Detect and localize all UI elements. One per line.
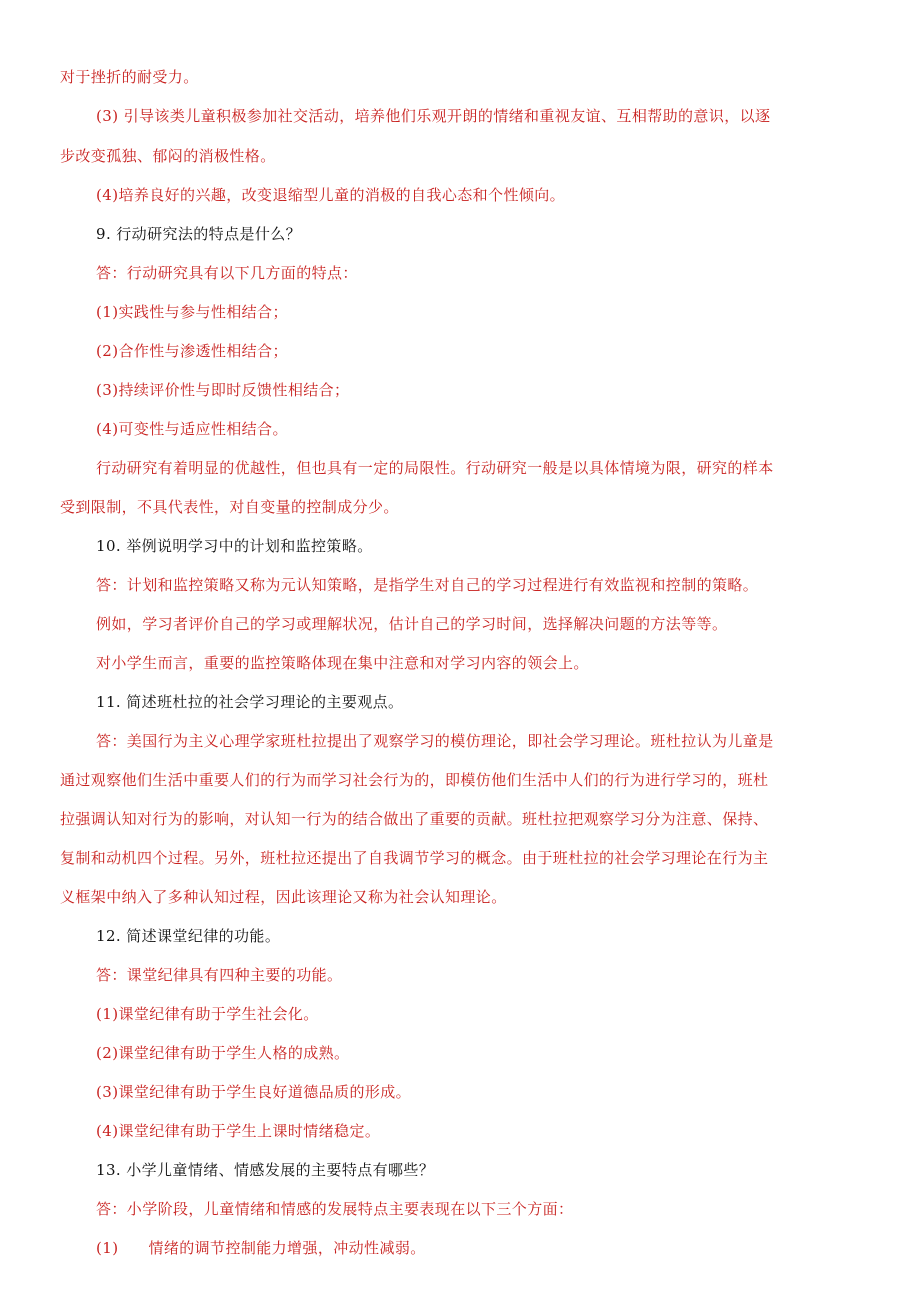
- answer-list-item: (1)实践性与参与性相结合；: [96, 303, 288, 321]
- paragraph-line: 通过观察他们生活中重要人们的行为而学习社会行为的，即模仿他们生活中人们的行为进行学习的，班杜: [60, 771, 769, 789]
- answer-list-item: (2)合作性与渗透性相结合；: [96, 342, 288, 360]
- answer-line: 答：美国行为主义心理学家班杜拉提出了观察学习的模仿理论，即社会学习理论。班杜拉认为儿童是: [96, 732, 774, 750]
- paragraph-line: 对于挫折的耐受力。: [60, 68, 199, 86]
- question-heading: 13. 小学儿童情绪、情感发展的主要特点有哪些？: [96, 1161, 435, 1179]
- paragraph-line: 义框架中纳入了多种认知过程，因此该理论又称为社会认知理论。: [60, 888, 507, 906]
- answer-list-item: [96, 1238, 426, 1258]
- list-number: (1): [96, 1239, 119, 1257]
- paragraph-line: 复制和动机四个过程。另外，班杜拉还提出了自我调节学习的概念。由于班杜拉的社会学习理论在行为主: [60, 849, 769, 867]
- answer-list-item: (3)课堂纪律有助于学生良好道德品质的形成。: [96, 1083, 412, 1101]
- answer-line: 例如，学习者评价自己的学习或理解状况，估计自己的学习时间，选择解决问题的方法等等。: [96, 615, 728, 633]
- answer-line: 答：小学阶段，儿童情绪和情感的发展特点主要表现在以下三个方面：: [96, 1200, 574, 1218]
- answer-line: 对小学生而言，重要的监控策略体现在集中注意和对学习内容的领会上。: [96, 654, 589, 672]
- answer-line: 答：计划和监控策略又称为元认知策略，是指学生对自己的学习过程进行有效监视和控制的策略。: [96, 576, 759, 594]
- answer-line: 答：行动研究具有以下几方面的特点：: [96, 264, 358, 282]
- paragraph-line: 步改变孤独、郁闷的消极性格。: [60, 147, 276, 165]
- question-heading: 10. 举例说明学习中的计划和监控策略。: [96, 537, 373, 555]
- paragraph-line: (3) 引导该类儿童积极参加社交活动，培养他们乐观开朗的情绪和重视友谊、互相帮助的意识，以逐: [96, 107, 771, 125]
- question-heading: 9. 行动研究法的特点是什么？: [96, 225, 302, 243]
- paragraph-line: (4)培养良好的兴趣，改变退缩型儿童的消极的自我心态和个性倾向。: [96, 186, 566, 204]
- answer-list-item: (4)可变性与适应性相结合。: [96, 420, 288, 438]
- answer-line: 答：课堂纪律具有四种主要的功能。: [96, 966, 343, 984]
- paragraph-line: 行动研究有着明显的优越性，但也具有一定的局限性。行动研究一般是以具体情境为限，研究的样本: [96, 459, 774, 477]
- answer-list-item: (3)持续评价性与即时反馈性相结合；: [96, 381, 350, 399]
- question-heading: 11. 简述班杜拉的社会学习理论的主要观点。: [96, 693, 404, 711]
- answer-list-item: (1)课堂纪律有助于学生社会化。: [96, 1005, 319, 1023]
- answer-list-item: (2)课堂纪律有助于学生人格的成熟。: [96, 1044, 350, 1062]
- list-text: 情绪的调节控制能力增强，冲动性减弱。: [148, 1239, 426, 1257]
- question-heading: 12. 简述课堂纪律的功能。: [96, 927, 281, 945]
- paragraph-line: 受到限制，不具代表性，对自变量的控制成分少。: [60, 498, 399, 516]
- paragraph-line: 拉强调认知对行为的影响，对认知一行为的结合做出了重要的贡献。班杜拉把观察学习分为注意、保持、: [60, 810, 769, 828]
- answer-list-item: (4)课堂纪律有助于学生上课时情绪稳定。: [96, 1122, 381, 1140]
